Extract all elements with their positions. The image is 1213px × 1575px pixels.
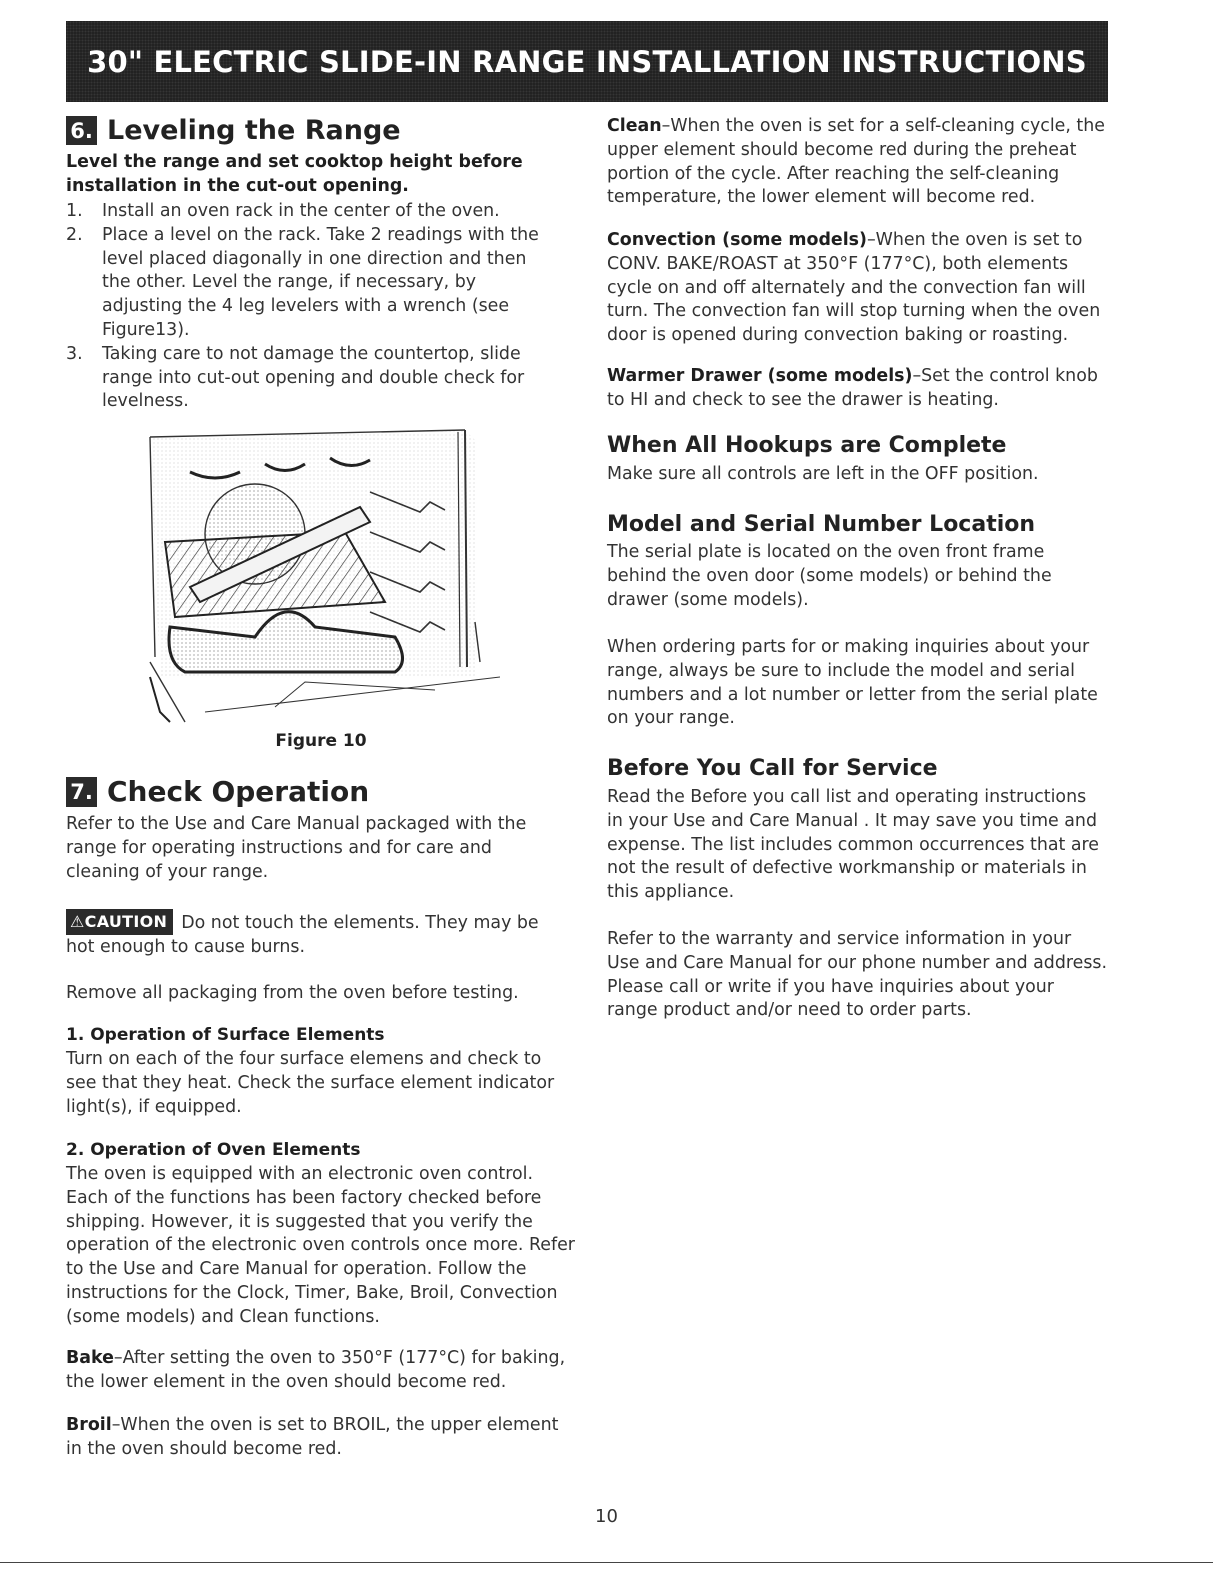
- oven-rack-illustration: [145, 422, 500, 727]
- op2-text: The oven is equipped with an electronic oven control. Each of the functions has been factory checked before shipping. However, it is suggested that you verify the operation of the electronic oven controls once more. Refer to the Use and Care Manual for operation. Follow the instructions for the Clock, Timer, Bake, Broil, Convection (some models) and Clean functions.: [66, 1164, 575, 1327]
- section-6-heading: [66, 115, 401, 146]
- remove-packaging-text: Remove all packaging from the oven before testing.: [66, 983, 519, 1003]
- bottom-divider: [0, 1562, 1213, 1563]
- section-7-heading: [66, 775, 369, 808]
- section-6-subtitle: Level the range and set cooktop height before installation in the cut-out opening.: [66, 152, 523, 196]
- step-text: Taking care to not damage the countertop, slide range into cut-out opening and double check for levelness.: [102, 343, 525, 412]
- caution-badge: [66, 909, 173, 935]
- figure-caption: Figure 10: [275, 731, 367, 751]
- section-number-badge: 6.: [66, 116, 97, 145]
- leveling-steps-list: [66, 200, 546, 414]
- service-text: Read the Before you call list and operating instructions in your Use and Care Manual . It may save you time and expense. The list includes common occurrences that are not the result of defective workmanship or materials in this appliance.: [607, 787, 1100, 903]
- caution-label: CAUTION: [84, 912, 168, 931]
- broil-label: Broil: [66, 1415, 112, 1435]
- caution-text: Do not touch the elements. They may be hot enough to cause burns.: [66, 913, 539, 957]
- hookups-text: Make sure all controls are left in the OFF position.: [607, 464, 1039, 484]
- clean-label: Clean: [607, 116, 662, 136]
- convection-label: Convection (some models): [607, 230, 867, 250]
- convection-paragraph: [607, 229, 1107, 348]
- step-number: 1.: [66, 201, 83, 221]
- document-title: 30" ELECTRIC SLIDE-IN RANGE INSTALLATION INSTRUCTIONS: [87, 44, 1087, 79]
- section-number-badge: 7.: [66, 777, 97, 807]
- op2-title: 2. Operation of Oven Elements: [66, 1140, 361, 1160]
- list-item: [66, 200, 546, 224]
- convection-text: –When the oven is set to CONV. BAKE/ROAST at 350°F (177°C), both elements cycle on and off alternately and the convection fan will turn. The convection fan will stop turning when the oven door is opened during convection baking or roasting.: [607, 230, 1101, 346]
- warmer-drawer-paragraph: [607, 365, 1107, 413]
- step-text: Install an oven rack in the center of the oven.: [102, 201, 500, 221]
- step-number: 3.: [66, 343, 83, 364]
- step-number: 2.: [66, 224, 83, 245]
- broil-text: –When the oven is set to BROIL, the upper element in the oven should become red.: [66, 1415, 559, 1459]
- clean-paragraph: [607, 115, 1107, 210]
- step-text: Place a level on the rack. Take 2 readings with the level placed diagonally in one direction and then the other. Level the range, if necessary, by adjusting the 4 leg levelers with a wrench (see Figure13).: [102, 224, 539, 340]
- bake-label: Bake: [66, 1348, 114, 1368]
- service-heading: Before You Call for Service: [607, 756, 938, 781]
- clean-text: –When the oven is set for a self-cleaning cycle, the upper element should become red during the preheat portion of the cycle. After reaching the self-cleaning temperature, the lower element will become red.: [607, 116, 1105, 208]
- service-text-2: Refer to the warranty and service information in your Use and Care Manual for our phone number and address. Please call or write if you have inquiries about your range product and/or need to order parts.: [607, 929, 1108, 1021]
- list-item: [66, 224, 546, 343]
- op1-text: Turn on each of the four surface elemens and check to see that they heat. Check the surface element indicator light(s), if equipped.: [66, 1049, 555, 1117]
- check-operation-intro: Refer to the Use and Care Manual packaged with the range for operating instructions and for care and cleaning of your range.: [66, 814, 527, 882]
- page-number: 10: [595, 1506, 618, 1527]
- serial-text-2: When ordering parts for or making inquiries about your range, always be sure to include the model and serial numbers and a lot number or letter from the serial plate on your range.: [607, 637, 1098, 729]
- list-item: [66, 343, 546, 414]
- hookups-heading: When All Hookups are Complete: [607, 433, 1007, 458]
- section-6-title: Leveling the Range: [107, 115, 401, 146]
- warmer-text: –Set the control knob to HI and check to see the drawer is heating.: [607, 366, 1098, 410]
- header-banner: [66, 21, 1108, 102]
- warning-triangle-icon: ⚠: [70, 912, 85, 931]
- broil-paragraph: [66, 1414, 576, 1462]
- bake-paragraph: [66, 1347, 576, 1395]
- warmer-label: Warmer Drawer (some models): [607, 366, 913, 386]
- serial-heading: Model and Serial Number Location: [607, 512, 1036, 537]
- serial-text: The serial plate is located on the oven front frame behind the oven door (some models) or behind the drawer (some models).: [607, 542, 1052, 610]
- op1-title: 1. Operation of Surface Elements: [66, 1025, 385, 1045]
- bake-text: –After setting the oven to 350°F (177°C) for baking, the lower element in the oven should become red.: [66, 1348, 566, 1392]
- section-7-title: Check Operation: [107, 775, 370, 808]
- caution-notice: [66, 909, 566, 960]
